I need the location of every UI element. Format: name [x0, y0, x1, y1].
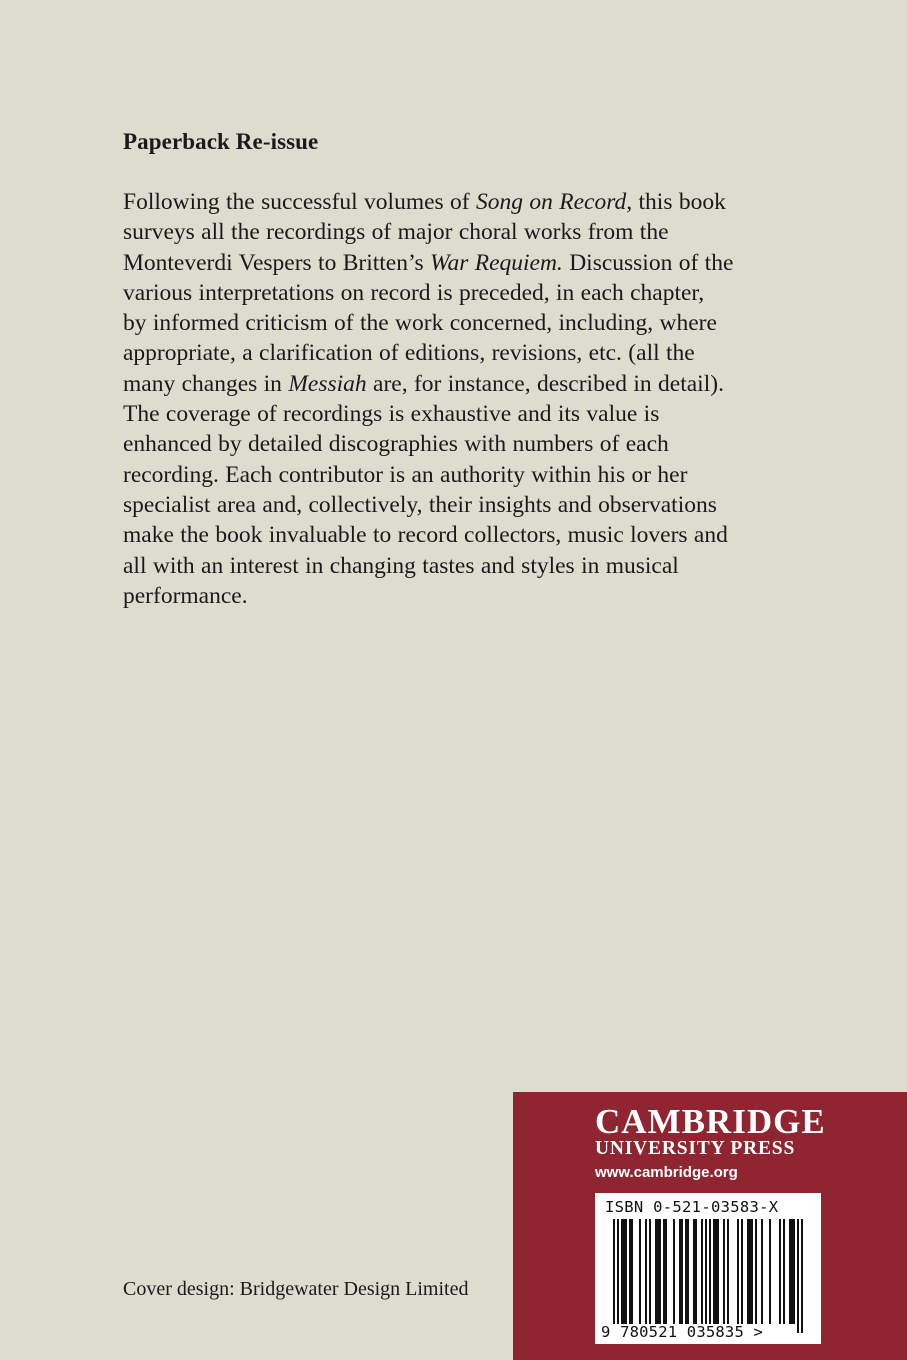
barcode-bar [681, 1219, 683, 1324]
barcode-bar [613, 1219, 615, 1333]
barcode-bar [769, 1219, 771, 1324]
description-line [123, 429, 813, 459]
text-run: The coverage of recordings is exhaustive and its value is [123, 401, 660, 428]
text-run: appropriate, a clarification of editions, revisions, etc. (all the [123, 340, 695, 367]
barcode-bar [789, 1219, 791, 1324]
barcode-bar [631, 1219, 633, 1324]
section-heading: Paperback Re-issue [123, 129, 319, 154]
text-run: various interpretations on record is preceded, in each chapter, [123, 279, 705, 306]
barcode-bar [793, 1219, 795, 1324]
text-run: many changes in [123, 370, 289, 397]
text-run: specialist area and, collectively, their insights and observations [123, 491, 717, 518]
barcode-bar [617, 1219, 619, 1333]
barcode-bar [687, 1219, 689, 1324]
barcode-bar [625, 1219, 627, 1324]
barcode-bar [797, 1219, 799, 1333]
barcode-bar [693, 1219, 695, 1324]
text-run: recording. Each contributor is an authority within his or her [123, 461, 688, 488]
barcode-bar [713, 1219, 715, 1324]
description-line [123, 520, 813, 550]
barcode-bar [665, 1219, 667, 1324]
description-line [123, 399, 813, 429]
barcode-bar [717, 1219, 719, 1324]
description-line [123, 369, 813, 399]
text-run: are, for instance, described in detail). [366, 370, 724, 397]
barcode-bar [715, 1219, 717, 1324]
description-line [123, 338, 813, 368]
description-line [123, 551, 813, 581]
barcode-bar [751, 1219, 753, 1324]
barcode-bar [695, 1219, 697, 1324]
isbn-barcode [595, 1193, 821, 1344]
isbn-label: ISBN 0-521-03583-X [605, 1198, 779, 1216]
barcode-bar [761, 1219, 763, 1324]
barcode-bar [701, 1219, 703, 1324]
barcode-bar [663, 1219, 665, 1324]
barcode-bar [801, 1219, 803, 1333]
barcode-bar [679, 1219, 681, 1324]
barcode-bar [723, 1219, 725, 1324]
publisher-name: CAMBRIDGE [595, 1102, 826, 1141]
italic-title: Messiah [288, 370, 367, 397]
barcode-digits: 9 780521 035835 > [601, 1323, 764, 1341]
description-line [123, 581, 813, 611]
barcode-bar [623, 1219, 625, 1324]
barcode-bar [747, 1219, 749, 1324]
text-run: performance. [123, 582, 248, 609]
barcode-bar [737, 1219, 739, 1324]
description-line [123, 490, 813, 520]
description-line [123, 248, 813, 278]
text-run: Monteverdi Vespers to Britten’s [123, 249, 431, 276]
barcode-bar [657, 1219, 659, 1324]
text-run: by informed criticism of the work concerned, including, where [123, 310, 717, 337]
barcode-bar [645, 1219, 647, 1324]
barcode-bar [783, 1219, 785, 1324]
barcode-bar [741, 1219, 743, 1324]
publisher-panel [513, 1092, 907, 1360]
barcode-bar [621, 1219, 623, 1324]
book-description [123, 187, 813, 611]
barcode-bar [649, 1219, 651, 1324]
text-run: Following the successful volumes of [123, 189, 477, 215]
italic-title: War Requiem. [430, 249, 563, 276]
publisher-url: www.cambridge.org [595, 1164, 738, 1181]
barcode-bar [639, 1219, 641, 1324]
cover-design-credit: Cover design: Bridgewater Design Limited [123, 1278, 469, 1300]
description-line [123, 460, 813, 490]
barcode-bar [629, 1219, 631, 1324]
text-run: make the book invaluable to record collectors, music lovers and [123, 522, 728, 549]
barcode-bars [595, 1193, 821, 1344]
text-run: enhanced by detailed discographies with numbers of each [123, 431, 669, 458]
barcode-bar [705, 1219, 707, 1333]
description-line [123, 308, 813, 338]
text-run: all with an interest in changing tastes and styles in musical [123, 552, 679, 579]
barcode-bar [749, 1219, 751, 1324]
description-line [123, 217, 813, 247]
barcode-bar [659, 1219, 661, 1324]
description-line [123, 187, 813, 217]
barcode-bar [709, 1219, 711, 1333]
barcode-bar [727, 1219, 729, 1324]
text-run: surveys all the recordings of major choral works from the [123, 219, 669, 246]
barcode-bar [655, 1219, 657, 1324]
barcode-bar [791, 1219, 793, 1324]
barcode-bar [685, 1219, 687, 1324]
publisher-subtitle: UNIVERSITY PRESS [595, 1138, 796, 1159]
text-run: Discussion of the [562, 249, 734, 276]
barcode-bar [779, 1219, 781, 1324]
italic-title: Song on Record [476, 189, 627, 215]
description-line [123, 278, 813, 308]
barcode-bar [755, 1219, 757, 1324]
text-run: , this book [626, 189, 726, 215]
barcode-bar [673, 1219, 675, 1324]
